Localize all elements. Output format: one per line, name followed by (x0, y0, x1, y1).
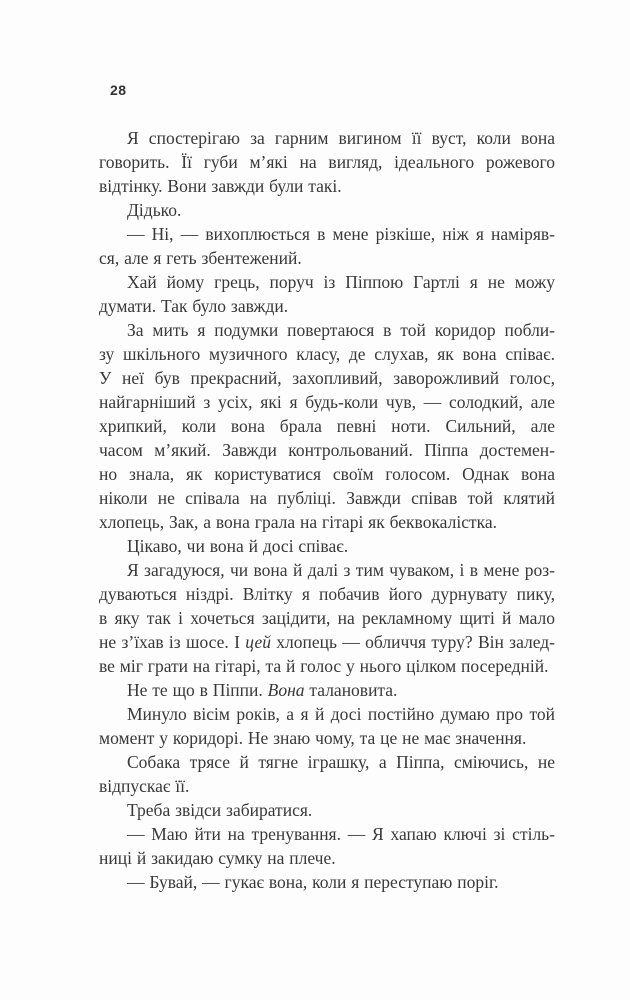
paragraph (99, 222, 555, 270)
paragraph (99, 534, 555, 558)
page-number: 28 (110, 82, 127, 98)
paragraph (99, 870, 555, 894)
text-line: хрипкий, коли вона брала певні ноти. Сильний, але (99, 416, 555, 436)
text-line: ся, але я геть збентежений. (99, 248, 302, 268)
text-line: говорить. Її губи м’які на вигляд, ідеального рожевого (99, 152, 555, 172)
paragraph (99, 750, 555, 798)
text-line: думати. Так було завжди. (99, 296, 289, 316)
text-line: хлопець, Зак, а вона грала на гітарі як беквокалістка. (99, 512, 497, 532)
text-line: Не те що в Піппи. Вона талановита. (127, 680, 398, 700)
text-line: відпускає її. (99, 776, 190, 796)
paragraph (99, 318, 555, 534)
text-line: Я загадуюся, чи вона й далі з тим чуваком, і в мене роз- (127, 560, 555, 580)
paragraph (99, 126, 555, 198)
text-line: Минуло вісім років, а я й досі постійно думаю про той (127, 704, 555, 724)
text-line: момент у коридорі. Не знаю чому, та це не має значення. (99, 728, 527, 748)
text-line: Треба звідси забиратися. (127, 800, 313, 820)
paragraph (99, 702, 555, 750)
paragraph (99, 198, 555, 222)
text-line: не з’їхав із шосе. І цей хлопець — обличчя туру? Він залед- (99, 632, 555, 652)
text-line: часом м’який. Завжди контрольований. Піппа достемен- (99, 440, 555, 460)
text-line: Собака трясе й тягне іграшку, а Піппа, сміючись, не (127, 752, 555, 772)
paragraph (99, 822, 555, 870)
paragraph (99, 270, 555, 318)
text-line: ве міг грати на гітарі, та й голос у нього цілком посередній. (99, 656, 549, 676)
text-line: но знала, як користуватися своїм голосом. Однак вона (99, 464, 555, 484)
text-line: Хай йому грець, поруч із Піппою Гартлі я не можу (127, 272, 555, 292)
text-line: ниці й закидаю сумку на плече. (99, 848, 336, 868)
text-block (99, 126, 555, 894)
text-line: в яку так і хочеться зацідити, на рекламному щиті й мало (99, 608, 555, 628)
text-line: відтінку. Вони завжди були такі. (99, 176, 342, 196)
text-line: дуваються ніздрі. Влітку я побачив його дурнувату пику, (99, 584, 555, 604)
text-line: — Бувай, — гукає вона, коли я переступаю поріг. (127, 872, 499, 892)
text-line: — Ні, — вихоплюється в мене різкіше, ніж я наміряв- (127, 224, 555, 244)
text-line: Я спостерігаю за гарним вигином її вуст, коли вона (127, 128, 555, 148)
paragraph (99, 678, 555, 702)
text-line: Дідько. (127, 200, 182, 220)
text-line: найгарніший з усіх, які я будь-коли чув, — солодкий, але (99, 392, 555, 412)
text-line: зу шкільного музичного класу, де слухав, як вона співає. (99, 344, 555, 364)
text-line: — Маю йти на тренування. — Я хапаю ключі зі стіль- (127, 824, 555, 844)
text-line: ніколи не співала на публіці. Завжди співав той клятий (99, 488, 555, 508)
text-line: У неї був прекрасний, захопливий, заворожливий голос, (99, 368, 555, 388)
paragraph (99, 798, 555, 822)
text-line: За мить я подумки повертаюся в той коридор побли- (127, 320, 555, 340)
text-line: Цікаво, чи вона й досі співає. (127, 536, 349, 556)
paragraph (99, 558, 555, 678)
